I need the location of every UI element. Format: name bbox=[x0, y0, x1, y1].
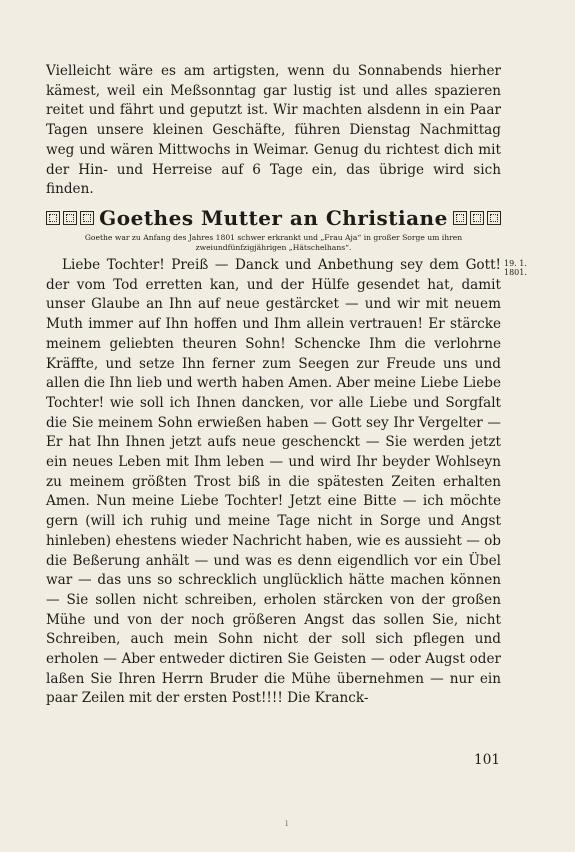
ornament-right bbox=[453, 211, 501, 225]
intro-paragraph: Vielleicht wäre es am artigsten, wenn du Sonnabends hierher kämest, weil ein Meßsonntag gar lustig ist und alles spazieren reitet und fährt und geputzt ist. Wir machten alsdenn in ein Paar Tagen unsere kleinen Geschäfte, führen Dienstag Nachmittag weg und wären Mittwochs in Weimar. Genug du richtest dich mit der Hin- und Herreise auf 6 Tage ein, das übrige wird sich finden. bbox=[46, 63, 501, 198]
margin-date: 19. 1. 1801. bbox=[504, 259, 527, 277]
section-heading bbox=[46, 205, 501, 231]
ornament-icon bbox=[453, 211, 467, 225]
ornament-icon bbox=[487, 211, 501, 225]
page-number: 101 bbox=[474, 752, 500, 768]
editorial-note: Goethe war zu Anfang des Jahres 1801 schwer erkrankt und „Frau Aja“ in großer Sorge um ihren zweiundfünfzigjährigen „Hätschelhans“. bbox=[84, 233, 463, 252]
ornament-icon bbox=[470, 211, 484, 225]
ornament-icon bbox=[63, 211, 77, 225]
section-title: Goethes Mutter an Christiane bbox=[99, 206, 448, 230]
ornament-left bbox=[46, 211, 94, 225]
ornament-icon bbox=[80, 211, 94, 225]
ornament-icon bbox=[46, 211, 60, 225]
stray-mark: ı bbox=[285, 818, 289, 829]
letter-text: Liebe Tochter! Preiß — Danck und Anbethung sey dem Gott! der vom Tod erretten kan, und der Hülfe gesendet hat, damit unser Glaube an Ihn auf neue gestärcket — und wir mit neuem Muth immer auf Ihn hoffen und Ihm allein vertrauen! Er stärcke meinem geliebten theuren Sohn! Schencke Ihm die verlohrne Kräffte, und setze Ihn ferner zum Seegen zur Freude uns und allen die Ihn lieb und werth haben Amen. Aber meine Liebe Liebe Tochter! wie soll ich Ihnen dancken, vor alle Liebe und Sorgfalt die Sie meinem Sohn erwießen haben — Gott sey Ihr Vergelter — Er hat Ihn Ihnen jetzt aufs neue geschenckt — Sie werden jetzt ein neues Leben mit Ihm leben — und wird Ihr beyder Wohlseyn zu meinem größten Trost biß in die spätesten Zeiten erhalten Amen. Nun meine Liebe Tochter! Jetzt eine Bitte — ich möchte gern (will ich ruhig und meine Tage nicht in Sorge und Angst hinleben) ehestens wieder Nachricht haben, wie es aussieht — ob die Beßerung anhält — und was es denn eigendlich vor ein Übel war — das uns so schrecklich unglücklich hätte machen können — Sie sollen nicht schreiben, erholen stärcken von der großen Mühe und von der noch größeren Angst das sollen Sie, nicht Schreiben, auch mein Sohn nicht der soll sich pflegen und erholen — Aber entweder dictiren Sie Geisten — oder Augst oder laßen Sie Ihren Herrn Bruder die Mühe übernehmen — nur ein paar Zeilen mit der ersten Post!!!! Die Kranck- bbox=[46, 257, 501, 707]
